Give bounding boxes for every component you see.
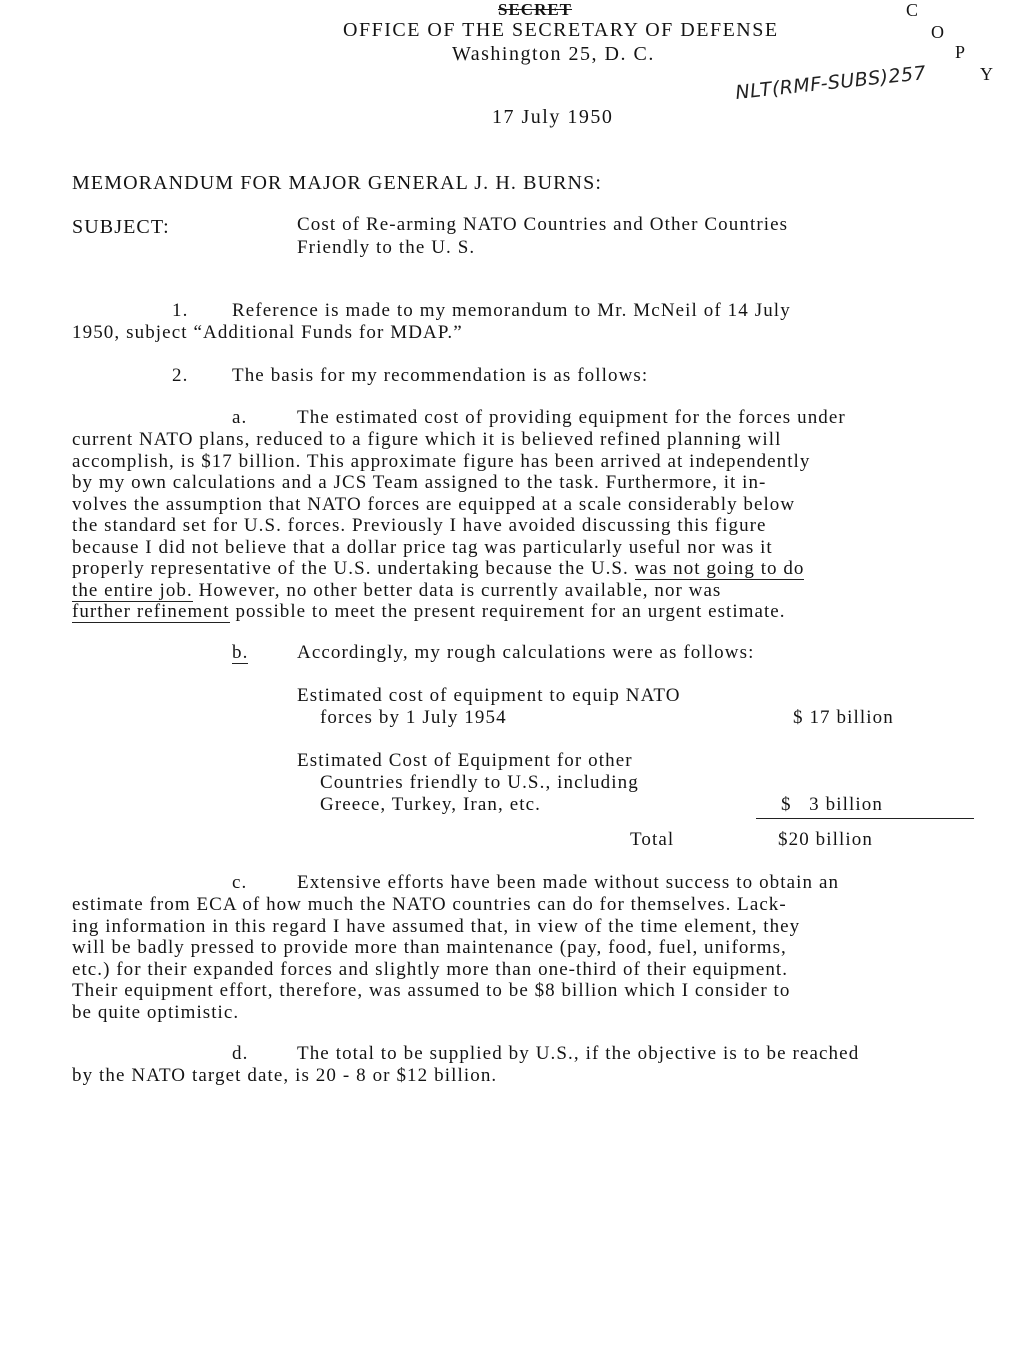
para-a-line: accomplish, is $17 billion. This approximate figure has been arrived at independently xyxy=(72,450,811,472)
para-c-line: ing information in this regard I have assumed that, in view of the time element, they xyxy=(72,915,801,937)
office-title: OFFICE OF THE SECRETARY OF DEFENSE xyxy=(343,19,779,41)
para-a-line: volves the assumption that NATO forces are equipped at a scale considerably below xyxy=(72,493,796,515)
total-label: Total xyxy=(630,829,675,850)
subject-label: SUBJECT: xyxy=(72,216,170,238)
para-a-line-text: possible to meet the present requirement for an urgent estimate. xyxy=(235,601,786,622)
para-a-line: current NATO plans, reduced to a figure which it is believed refined planning will xyxy=(72,429,782,450)
para-a-first-line: The estimated cost of providing equipment for the forces under xyxy=(297,407,846,428)
para-c-line: will be badly pressed to provide more than maintenance (pay, food, fuel, uniforms, xyxy=(72,937,787,958)
para-1-line-1: Reference is made to my memorandum to Mr. McNeil of 14 July xyxy=(232,300,791,321)
para-c-line: etc.) for their expanded forces and slightly more than one-third of their equipment. xyxy=(72,958,789,980)
para-2-text: The basis for my recommendation is as follows: xyxy=(232,365,649,386)
para-c-letter: c. xyxy=(232,872,248,893)
para-a-line xyxy=(72,580,1007,602)
cost-item-2-amount: $ 3 billion xyxy=(781,794,883,815)
underlined-phrase: further refinement xyxy=(72,601,230,622)
para-c-line: estimate from ECA of how much the NATO countries can do for themselves. Lack- xyxy=(72,894,787,915)
copy-letter-p: P xyxy=(955,42,966,62)
para-d-letter: d. xyxy=(232,1043,249,1064)
copy-letter-c: C xyxy=(906,0,919,20)
copy-letter-o: O xyxy=(931,22,944,42)
subject-line-2: Friendly to the U. S. xyxy=(297,237,476,258)
office-location: Washington 25, D. C. xyxy=(452,43,655,65)
para-1-line-2: 1950, subject “Additional Funds for MDAP.” xyxy=(72,322,463,343)
para-c-line: Their equipment effort, therefore, was assumed to be $8 billion which I consider to xyxy=(72,980,791,1001)
underlined-phrase: was not going to do xyxy=(634,558,805,579)
para-c-first-line: Extensive efforts have been made without success to obtain an xyxy=(297,872,840,893)
para-b-letter-text: b. xyxy=(232,642,249,663)
para-a-line: by my own calculations and a JCS Team assigned to the task. Furthermore, it in- xyxy=(72,472,767,493)
para-2-number: 2. xyxy=(172,365,189,386)
para-a-line xyxy=(72,601,1007,623)
para-a-line: because I did not believe that a dollar price tag was particularly useful nor was it xyxy=(72,536,773,558)
memo-date: 17 July 1950 xyxy=(492,106,614,128)
para-a-body xyxy=(72,429,1007,623)
para-d-first-line: The total to be supplied by U.S., if the objective is to be reached xyxy=(297,1043,860,1064)
underlined-phrase: the entire job. xyxy=(72,579,193,601)
cost-item-1-label-line-2: forces by 1 July 1954 xyxy=(320,707,507,728)
classification-stamp: SECRET xyxy=(498,0,573,19)
para-d-line-2: by the NATO target date, is 20 - 8 or $12 billion. xyxy=(72,1065,498,1086)
handwritten-reference: NLT(RMF-SUBS)257 xyxy=(734,62,928,104)
para-1-number: 1. xyxy=(172,300,189,321)
total-rule xyxy=(756,818,974,819)
subject-line-1: Cost of Re-arming NATO Countries and Other Countries xyxy=(297,214,789,235)
cost-item-2-label-line-3: Greece, Turkey, Iran, etc. xyxy=(320,794,541,815)
memo-addressee: MEMORANDUM FOR MAJOR GENERAL J. H. BURNS: xyxy=(72,172,602,194)
para-c-body xyxy=(72,894,1007,1023)
cost-item-2-label-line-1: Estimated Cost of Equipment for other xyxy=(297,750,633,771)
cost-item-1-amount: $ 17 billion xyxy=(793,707,894,728)
para-a-line-text: However, no other better data is currently available, nor was xyxy=(198,579,722,601)
total-amount: $20 billion xyxy=(778,829,873,850)
copy-letter-y: Y xyxy=(980,64,993,84)
cost-item-1-label-line-1: Estimated cost of equipment to equip NATO xyxy=(297,685,681,706)
para-a-letter: a. xyxy=(232,407,248,428)
para-a-line-text: properly representative of the U.S. undertaking because the U.S. xyxy=(72,558,629,579)
para-b-text: Accordingly, my rough calculations were as follows: xyxy=(297,642,755,663)
para-b-letter xyxy=(232,642,248,664)
cost-item-2-label-line-2: Countries friendly to U.S., including xyxy=(320,772,639,793)
para-a-line: the standard set for U.S. forces. Previously I have avoided discussing this figure xyxy=(72,515,767,536)
para-a-line xyxy=(72,558,1007,580)
para-c-line: be quite optimistic. xyxy=(72,1001,240,1023)
